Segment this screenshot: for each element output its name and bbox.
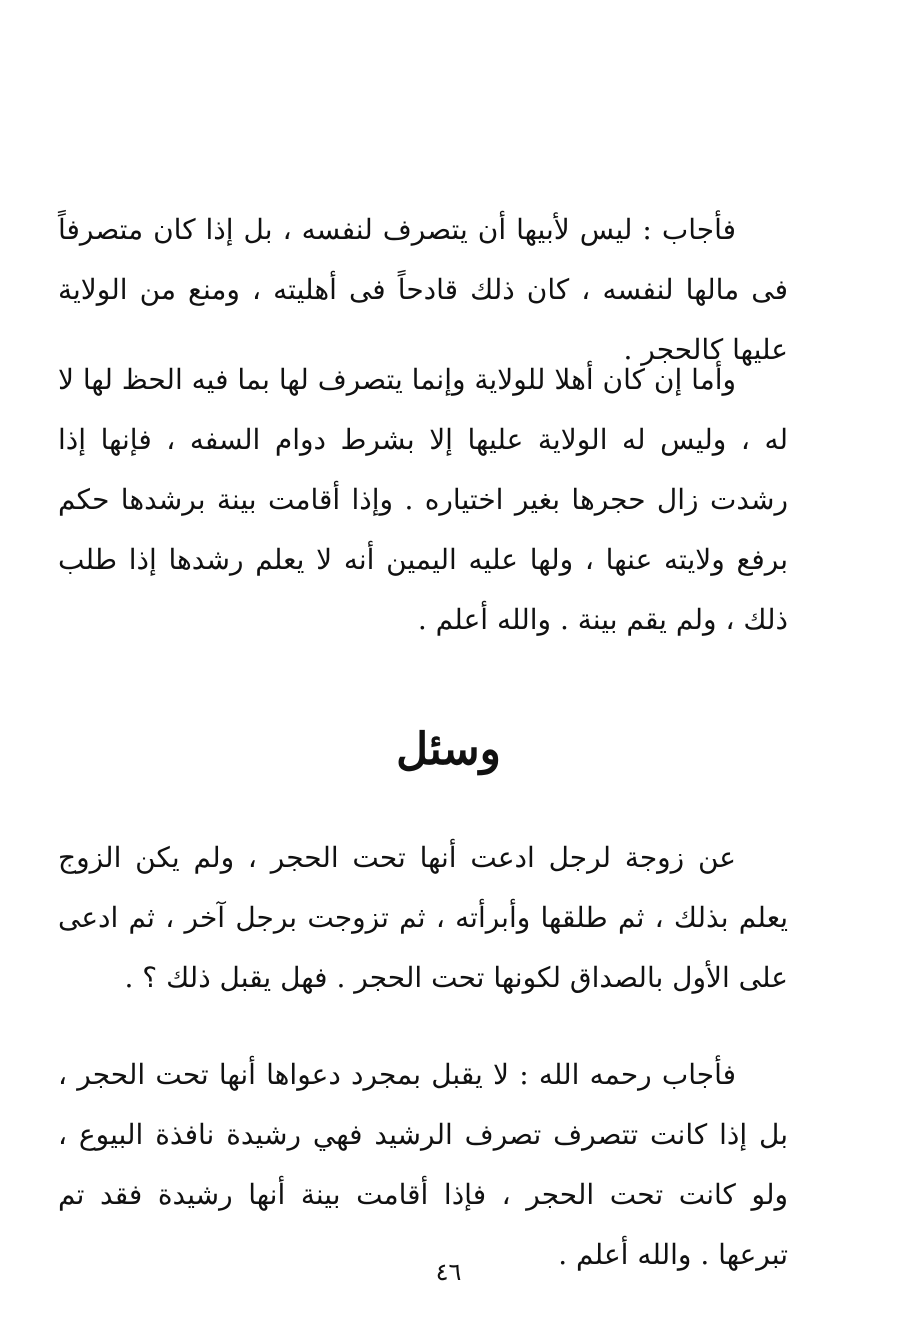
page-number: ٤٦ [435,1258,462,1286]
answer-paragraph-3 [58,1045,788,1285]
section-heading: وسئل [396,724,501,775]
answer-paragraph-3-text: فأجاب رحمه الله : لا يقبل بمجرد دعواها أنها تحت الحجر ، بل إذا كانت تتصرف تصرف الرشيد فهي رشيدة نافذة البيوع ، ولو كانت تحت الحجر ، فإذا أقامت بينة أنها رشيدة فقد تم تبرعها . والله أعلم . [58,1058,788,1271]
answer-paragraph-2 [58,350,788,650]
question-paragraph [58,828,788,1008]
answer-paragraph-2-text: وأما إن كان أهلا للولاية وإنما يتصرف لها بما فيه الحظ لها لا له ، وليس له الولاية عليها إلا بشرط دوام السفه ، فإنها إذا رشدت زال حجرها بغير اختياره . وإذا أقامت بينة برشدها حكم برفع ولايته عنها ، ولها عليه اليمين أنه لا يعلم رشدها إذا طلب ذلك ، ولم يقم بينة . والله أعلم . [58,363,788,636]
answer-paragraph-1-text: فأجاب : ليس لأبيها أن يتصرف لنفسه ، بل إذا كان متصرفاً فى مالها لنفسه ، كان ذلك قادحاً فى أهليته ، ومنع من الولاية عليها كالحجر . [58,213,788,366]
question-paragraph-text: عن زوجة لرجل ادعت أنها تحت الحجر ، ولم يكن الزوج يعلم بذلك ، ثم طلقها وأبرأته ، ثم تزوجت برجل آخر ، ثم ادعى على الأول بالصداق لكونها تحت الحجر . فهل يقبل ذلك ؟ . [58,841,788,994]
